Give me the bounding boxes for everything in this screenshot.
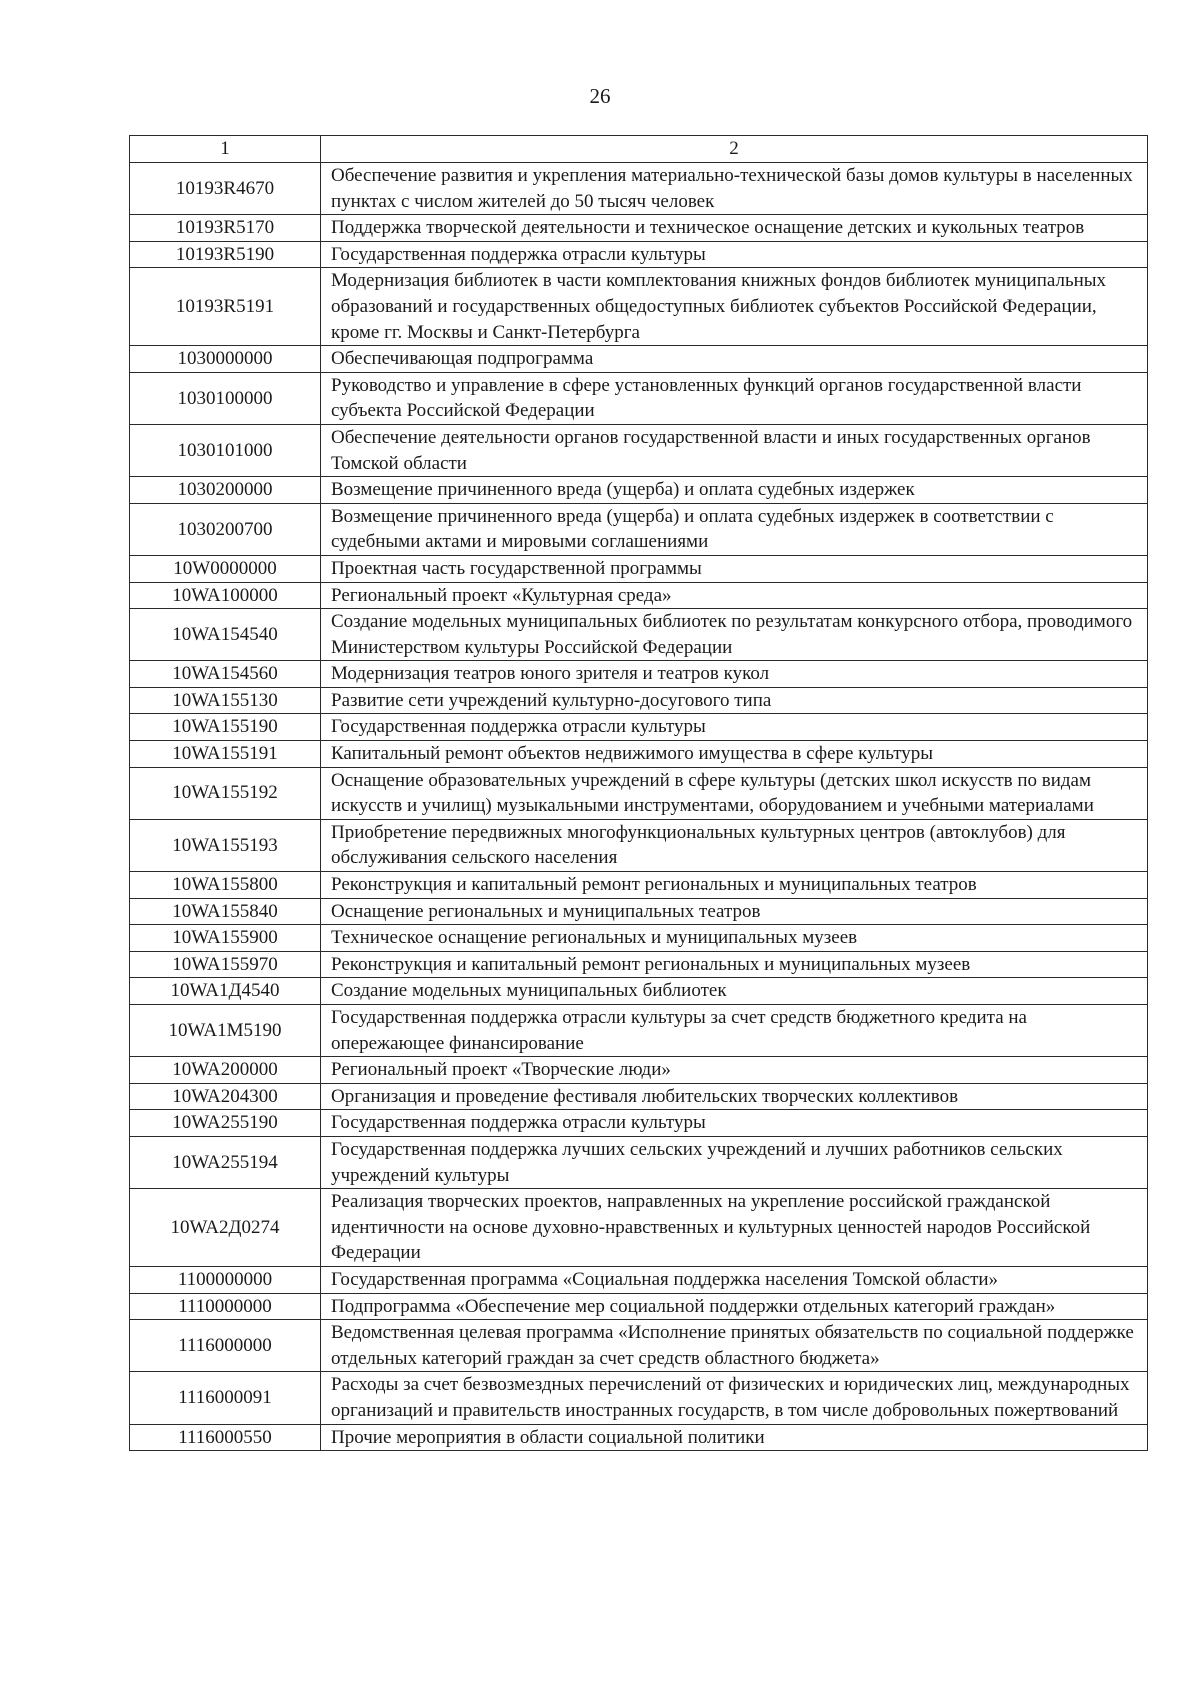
row-name: Ведомственная целевая программа «Исполнение принятых обязательств по социальной поддержке отдельных категорий граждан за счет средств областного бюджета»: [321, 1320, 1148, 1372]
row-code: 1030100000: [130, 372, 321, 424]
row-code: 10WA155840: [130, 898, 321, 925]
row-code: 10WA1Д4540: [130, 978, 321, 1005]
row-name: Реализация творческих проектов, направленных на укрепление российской гражданской идентичности на основе духовно-нравственных и культурных ценностей народов Российской Федерации: [321, 1189, 1148, 1267]
row-code: 10193R5170: [130, 215, 321, 242]
row-name: Возмещение причиненного вреда (ущерба) и оплата судебных издержек в соответствии с судебными актами и мировыми соглашениями: [321, 503, 1148, 555]
row-name: Подпрограмма «Обеспечение мер социальной поддержки отдельных категорий граждан»: [321, 1293, 1148, 1320]
table-row: [130, 925, 1148, 952]
table-row: [130, 477, 1148, 504]
row-code: 10WA200000: [130, 1057, 321, 1084]
row-code: 10WA204300: [130, 1083, 321, 1110]
table-row: [130, 714, 1148, 741]
row-code: 1116000000: [130, 1320, 321, 1372]
row-name: Создание модельных муниципальных библиотек по результатам конкурсного отбора, проводимого Министерством культуры Российской Федерации: [321, 609, 1148, 661]
row-code: 10WA100000: [130, 582, 321, 609]
table-row: [130, 503, 1148, 555]
row-name: Региональный проект «Творческие люди»: [321, 1057, 1148, 1084]
row-code: 1030200000: [130, 477, 321, 504]
row-code: 1116000550: [130, 1424, 321, 1451]
table-row: [130, 1110, 1148, 1137]
row-name: Создание модельных муниципальных библиотек: [321, 978, 1148, 1005]
row-name: Модернизация библиотек в части комплектования книжных фондов библиотек муниципальных образований и государственных общедоступных библиотек субъектов Российской Федерации, кроме гг. Москвы и Санкт-Петербурга: [321, 268, 1148, 346]
row-code: 10WA255190: [130, 1110, 321, 1137]
table-row: [130, 372, 1148, 424]
row-code: 10WA155190: [130, 714, 321, 741]
row-name: Реконструкция и капитальный ремонт региональных и муниципальных музеев: [321, 951, 1148, 978]
row-code: 10WA155970: [130, 951, 321, 978]
table-body: [130, 163, 1148, 1451]
table-row: [130, 268, 1148, 346]
row-name: Обеспечение деятельности органов государственной власти и иных государственных органов Томской области: [321, 424, 1148, 476]
row-code: 10WA155192: [130, 767, 321, 819]
table-row: [130, 1005, 1148, 1057]
table-row: [130, 241, 1148, 268]
table-row: [130, 609, 1148, 661]
row-name: Модернизация театров юного зрителя и театров кукол: [321, 661, 1148, 688]
row-name: Обеспечение развития и укрепления материально-технической базы домов культуры в населенных пунктах с числом жителей до 50 тысяч человек: [321, 163, 1148, 215]
row-code: 1030200700: [130, 503, 321, 555]
table-row: [130, 1083, 1148, 1110]
row-code: 10WA155130: [130, 687, 321, 714]
row-name: Оснащение образовательных учреждений в сфере культуры (детских школ искусств по видам искусств и училищ) музыкальными инструментами, оборудованием и учебными материалами: [321, 767, 1148, 819]
table-row: [130, 215, 1148, 242]
row-name: Возмещение причиненного вреда (ущерба) и оплата судебных издержек: [321, 477, 1148, 504]
row-code: 10WA154560: [130, 661, 321, 688]
row-name: Расходы за счет безвозмездных перечислений от физических и юридических лиц, международных организаций и правительств иностранных государств, в том числе добровольных пожертвований: [321, 1372, 1148, 1424]
row-name: Руководство и управление в сфере установленных функций органов государственной власти субъекта Российской Федерации: [321, 372, 1148, 424]
table-header-row: [130, 136, 1148, 163]
row-name: Региональный проект «Культурная среда»: [321, 582, 1148, 609]
row-code: 1030000000: [130, 346, 321, 373]
table-row: [130, 978, 1148, 1005]
row-name: Обеспечивающая подпрограмма: [321, 346, 1148, 373]
row-name: Поддержка творческой деятельности и техническое оснащение детских и кукольных театров: [321, 215, 1148, 242]
table-row: [130, 872, 1148, 899]
row-name: Реконструкция и капитальный ремонт региональных и муниципальных театров: [321, 872, 1148, 899]
budget-classification-table: [129, 135, 1148, 1451]
row-code: 1116000091: [130, 1372, 321, 1424]
table-row: [130, 767, 1148, 819]
table-row: [130, 555, 1148, 582]
table-row: [130, 1320, 1148, 1372]
row-code: 10WA2Д0274: [130, 1189, 321, 1267]
row-code: 10193R5190: [130, 241, 321, 268]
row-name: Приобретение передвижных многофункциональных культурных центров (автоклубов) для обслуживания сельского населения: [321, 819, 1148, 871]
column-header-code: 1: [130, 136, 321, 163]
row-code: 10193R5191: [130, 268, 321, 346]
table-row: [130, 163, 1148, 215]
table-row: [130, 346, 1148, 373]
table-row: [130, 1424, 1148, 1451]
row-name: Государственная программа «Социальная поддержка населения Томской области»: [321, 1266, 1148, 1293]
table-row: [130, 1136, 1148, 1188]
row-code: 1110000000: [130, 1293, 321, 1320]
row-code: 10WA155900: [130, 925, 321, 952]
row-name: Проектная часть государственной программы: [321, 555, 1148, 582]
row-name: Организация и проведение фестиваля любительских творческих коллективов: [321, 1083, 1148, 1110]
row-code: 10WA155193: [130, 819, 321, 871]
row-code: 10193R4670: [130, 163, 321, 215]
table-row: [130, 1189, 1148, 1267]
table-row: [130, 1057, 1148, 1084]
row-name: Техническое оснащение региональных и муниципальных музеев: [321, 925, 1148, 952]
row-name: Оснащение региональных и муниципальных театров: [321, 898, 1148, 925]
row-name: Государственная поддержка отрасли культуры: [321, 714, 1148, 741]
row-name: Капитальный ремонт объектов недвижимого имущества в сфере культуры: [321, 741, 1148, 768]
table-row: [130, 1266, 1148, 1293]
column-header-name: 2: [321, 136, 1148, 163]
row-name: Государственная поддержка отрасли культуры за счет средств бюджетного кредита на опережающее финансирование: [321, 1005, 1148, 1057]
table-row: [130, 661, 1148, 688]
row-name: Прочие мероприятия в области социальной политики: [321, 1424, 1148, 1451]
table-row: [130, 582, 1148, 609]
table-row: [130, 819, 1148, 871]
row-name: Государственная поддержка отрасли культуры: [321, 1110, 1148, 1137]
table-row: [130, 741, 1148, 768]
row-name: Государственная поддержка лучших сельских учреждений и лучших работников сельских учреждений культуры: [321, 1136, 1148, 1188]
page-number: 26: [589, 84, 611, 108]
row-code: 10WA154540: [130, 609, 321, 661]
row-code: 10WA255194: [130, 1136, 321, 1188]
row-code: 10WA155800: [130, 872, 321, 899]
row-name: Государственная поддержка отрасли культуры: [321, 241, 1148, 268]
row-name: Развитие сети учреждений культурно-досугового типа: [321, 687, 1148, 714]
row-code: 10WA1M5190: [130, 1005, 321, 1057]
table-row: [130, 1293, 1148, 1320]
table-row: [130, 687, 1148, 714]
row-code: 1100000000: [130, 1266, 321, 1293]
table-row: [130, 951, 1148, 978]
table-row: [130, 898, 1148, 925]
row-code: 10W0000000: [130, 555, 321, 582]
table-row: [130, 1372, 1148, 1424]
row-code: 10WA155191: [130, 741, 321, 768]
table-row: [130, 424, 1148, 476]
row-code: 1030101000: [130, 424, 321, 476]
